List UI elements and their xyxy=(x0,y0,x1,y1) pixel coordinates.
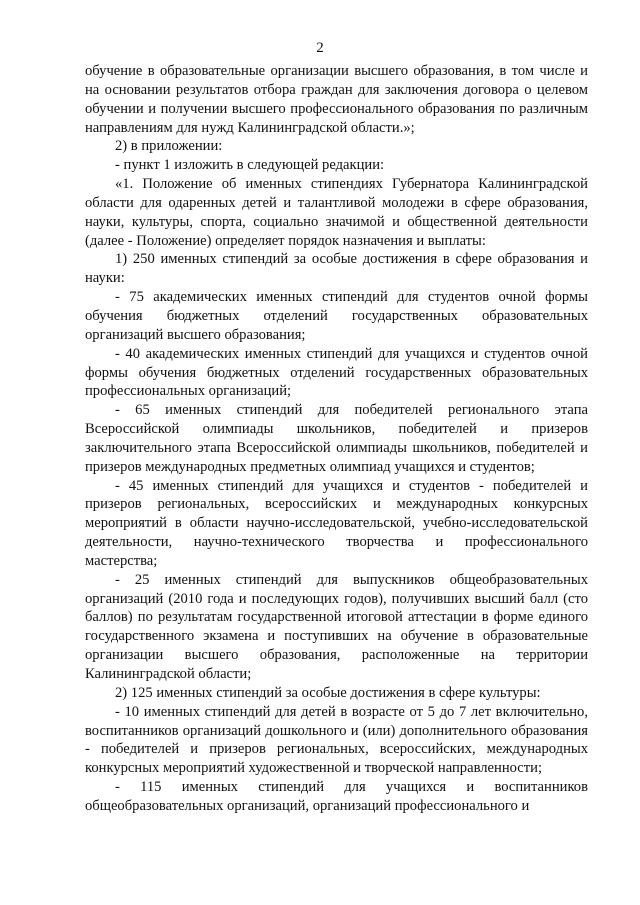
paragraph: - 10 именных стипендий для детей в возрасте от 5 до 7 лет включительно, воспитанников организаций дошкольного и (или) дополнительного образования - победителей и призеров региональных, всероссийских, международных конкурсных мероприятий художественной и творческой направленности; xyxy=(85,703,588,777)
paragraph: «1. Положение об именных стипендиях Губернатора Калининградской области для одаренных детей и талантливой молодежи в сфере образования, науки, культуры, спорта, социально значимой и общественной деятельности (далее - Положение) определяет порядок назначения и выплаты: xyxy=(85,176,588,249)
page-number: 2 xyxy=(316,40,324,56)
paragraph: - 45 именных стипендий для учащихся и студентов - победителей и призеров региональных, всероссийских и международных конкурсных мероприятий в области научно-исследовательской, учебно-исследовательской деятельности, научно-технического творчества и профессионального мастерства; xyxy=(85,477,588,569)
paragraph: обучение в образовательные организации высшего образования, в том числе и на основании результатов отбора граждан для заключения договора о целевом обучении и получении высшего профессионального образования по различным направлениям для нужд Калининградской области.»; xyxy=(85,63,588,136)
paragraph: 2) 125 именных стипендий за особые достижения в сфере культуры: xyxy=(115,684,541,701)
paragraph: 2) в приложении: xyxy=(115,138,223,155)
paragraph: - 75 академических именных стипендий для студентов очной формы обучения бюджетных отделений государственных образовательных организаций высшего образования; xyxy=(85,289,588,343)
paragraph: - 40 академических именных стипендий для учащихся и студентов очной формы обучения бюджетных отделений государственных образовательных профессиональных организаций; xyxy=(85,345,588,400)
paragraph: - пункт 1 изложить в следующей редакции: xyxy=(115,157,385,174)
paragraph: 1) 250 именных стипендий за особые достижения в сфере образования и науки: xyxy=(85,251,588,287)
paragraph: - 115 именных стипендий для учащихся и воспитанников общеобразовательных организаций, организаций профессионального и xyxy=(85,779,588,814)
document-body xyxy=(85,62,588,816)
paragraph: - 65 именных стипендий для победителей регионального этапа Всероссийской олимпиады школьников, победителей и призеров заключительного этапа Всероссийской олимпиады школьников, победителей и призеров международных предметных олимпиад учащихся и студентов; xyxy=(85,402,588,475)
paragraph: - 25 именных стипендий для выпускников общеобразовательных организаций (2010 года и последующих годов), получивших высший балл (сто баллов) по результатам государственной итоговой аттестации в форме единого государственного экзамена и поступивших на обучение в образовательные организации высшего образования, расположенные на территории Калининградской области; xyxy=(85,571,588,682)
